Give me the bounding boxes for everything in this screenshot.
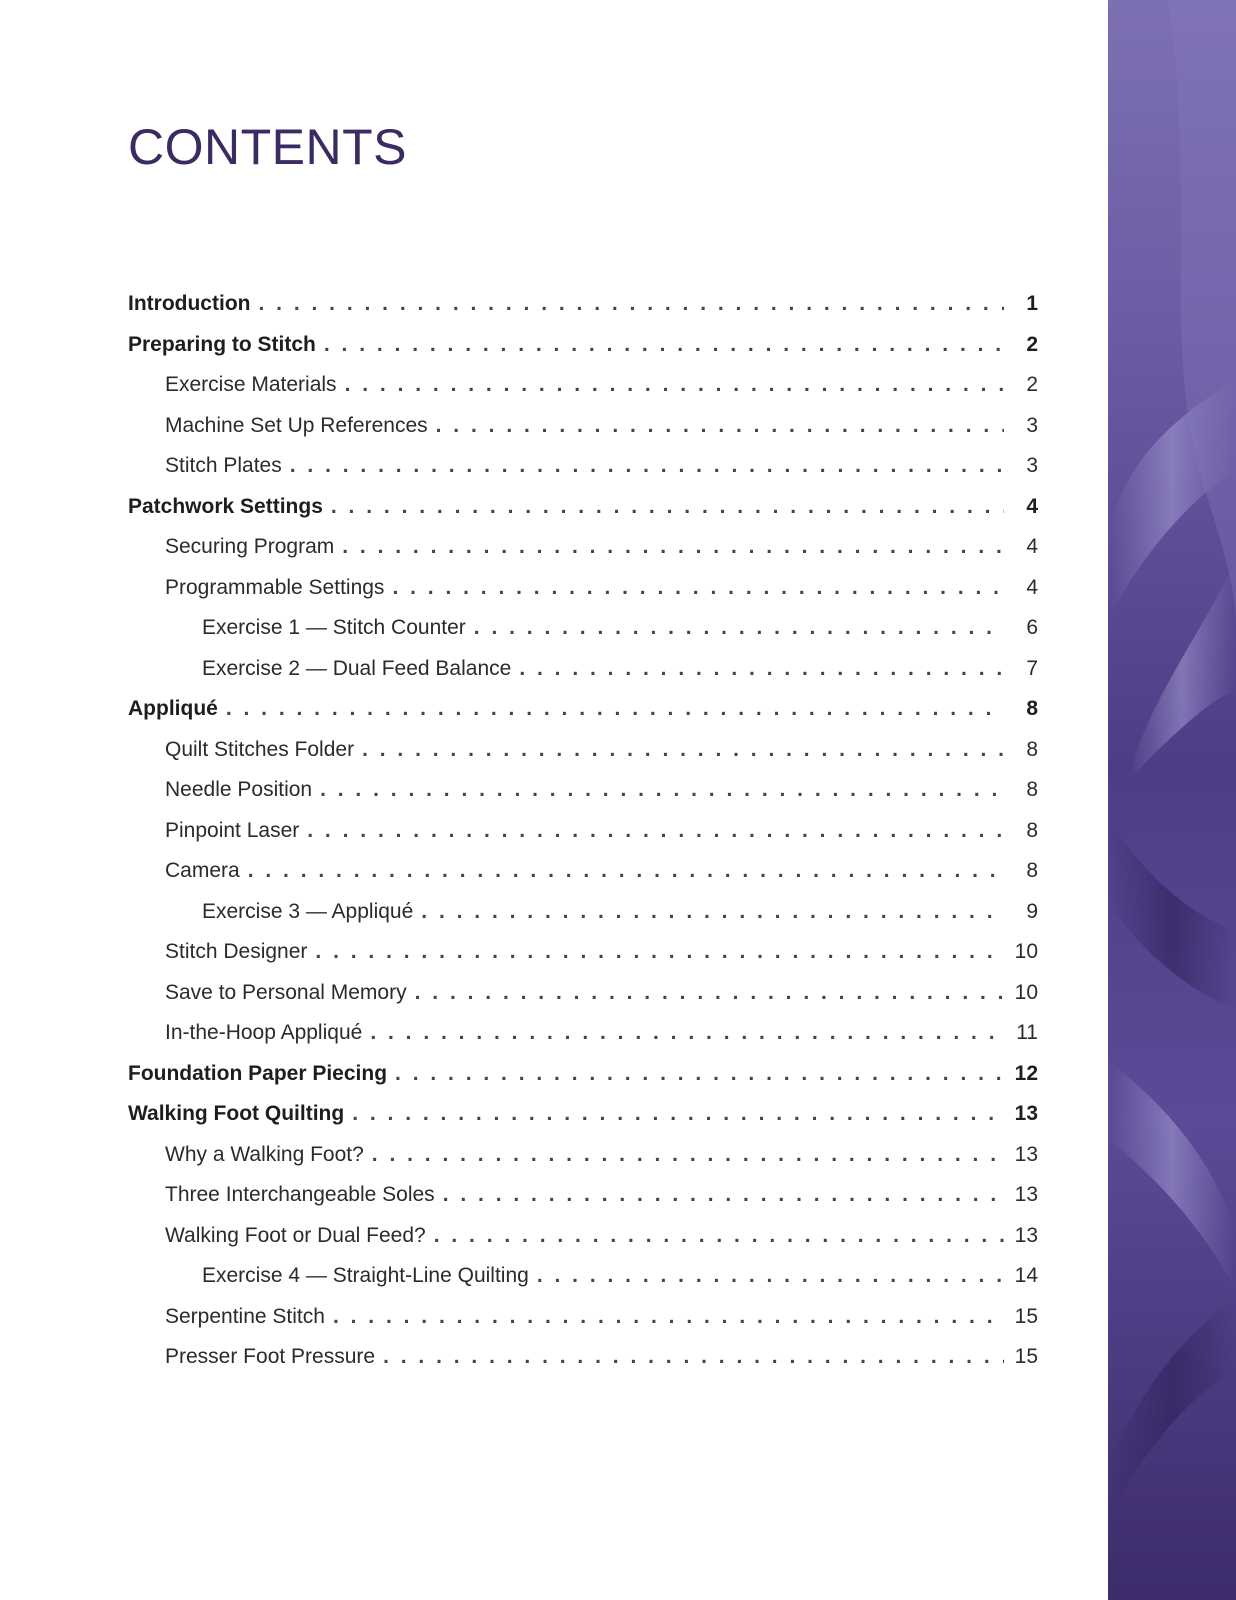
toc-entry-page-number: 13 xyxy=(1014,1183,1038,1206)
toc-entry-page-number: 4 xyxy=(1026,575,1038,599)
toc-dot-leader xyxy=(421,900,1004,924)
toc-dot-leader xyxy=(331,495,1004,519)
toc-dot-leader xyxy=(519,657,1004,681)
toc-dot-leader xyxy=(415,981,1004,1005)
toc-entry-page-number: 3 xyxy=(1026,454,1038,477)
toc-entry-label: Three Interchangeable Soles xyxy=(165,1183,435,1206)
toc-entry-page-number: 8 xyxy=(1026,737,1038,761)
toc-entry-label: Programmable Settings xyxy=(165,575,385,599)
toc-entry-page-number: 6 xyxy=(1026,616,1038,639)
toc-entry-page-number: 3 xyxy=(1026,413,1038,437)
toc-dot-leader xyxy=(226,697,1004,721)
toc-entry-page-number: 14 xyxy=(1014,1264,1038,1287)
decorative-silk-banner xyxy=(1108,0,1236,1600)
toc-entry-page-number: 13 xyxy=(1014,1142,1038,1166)
toc-entry-page-number: 9 xyxy=(1026,899,1038,923)
toc-entry xyxy=(128,1021,1038,1062)
toc-dot-leader xyxy=(315,940,1004,964)
toc-entry-page-number: 13 xyxy=(1014,1102,1038,1125)
toc-entry-page-number: 7 xyxy=(1026,656,1038,680)
toc-entry xyxy=(128,414,1038,455)
toc-entry xyxy=(128,778,1038,819)
toc-dot-leader xyxy=(392,576,1004,600)
toc-entry-page-number: 8 xyxy=(1026,818,1038,842)
toc-entry-page-number: 4 xyxy=(1026,494,1038,518)
toc-entry xyxy=(128,333,1038,374)
toc-entry-page-number: 2 xyxy=(1026,332,1038,356)
toc-dot-leader xyxy=(342,535,1004,559)
toc-entry-label: Camera xyxy=(165,859,240,882)
toc-entry-label: Appliqué xyxy=(128,697,218,720)
toc-dot-leader xyxy=(333,1305,1004,1329)
toc-entry-label: In-the-Hoop Appliqué xyxy=(165,1021,363,1044)
toc-entry xyxy=(128,616,1038,657)
toc-entry-label: Serpentine Stitch xyxy=(165,1304,325,1328)
toc-entry-label: Presser Foot Pressure xyxy=(165,1345,376,1368)
toc-dot-leader xyxy=(537,1264,1004,1288)
toc-dot-leader xyxy=(324,333,1004,357)
toc-entry xyxy=(128,535,1038,576)
silk-waves-image xyxy=(1108,0,1236,1600)
page-title: CONTENTS xyxy=(128,119,407,175)
toc-entry xyxy=(128,657,1038,698)
toc-dot-leader xyxy=(434,1224,1004,1248)
toc-dot-leader xyxy=(362,738,1004,762)
toc-entry-label: Stitch Plates xyxy=(165,454,282,477)
toc-dot-leader xyxy=(248,859,1004,883)
toc-entry xyxy=(128,859,1038,900)
toc-dot-leader xyxy=(290,454,1004,478)
toc-entry-page-number: 8 xyxy=(1026,859,1038,882)
toc-dot-leader xyxy=(307,819,1004,843)
toc-entry xyxy=(128,1183,1038,1224)
toc-entry xyxy=(128,1305,1038,1346)
toc-entry-label: Machine Set Up References xyxy=(165,413,428,437)
toc-dot-leader xyxy=(443,1183,1004,1207)
toc-dot-leader xyxy=(474,616,1004,640)
toc-entry-label: Save to Personal Memory xyxy=(165,980,407,1004)
toc-dot-leader xyxy=(436,414,1004,438)
toc-entry-page-number: 8 xyxy=(1026,778,1038,801)
toc-entry xyxy=(128,373,1038,414)
toc-entry-page-number: 10 xyxy=(1014,940,1038,963)
toc-entry-page-number: 1 xyxy=(1026,292,1038,315)
toc-dot-leader xyxy=(370,1021,1004,1045)
toc-entry xyxy=(128,495,1038,536)
toc-entry xyxy=(128,576,1038,617)
toc-dot-leader xyxy=(345,373,1004,397)
toc-entry xyxy=(128,1143,1038,1184)
toc-entry xyxy=(128,738,1038,779)
toc-entry-label: Foundation Paper Piecing xyxy=(128,1061,388,1085)
toc-entry xyxy=(128,454,1038,495)
toc-entry-label: Walking Foot Quilting xyxy=(128,1102,345,1125)
toc-entry xyxy=(128,900,1038,941)
toc-dot-leader xyxy=(320,778,1004,802)
toc-entry-label: Quilt Stitches Folder xyxy=(165,737,355,761)
toc-entry-page-number: 2 xyxy=(1026,373,1038,396)
toc-entry xyxy=(128,1062,1038,1103)
toc-entry-label: Exercise 4 — Straight-Line Quilting xyxy=(202,1264,529,1287)
toc-entry-page-number: 15 xyxy=(1014,1345,1038,1368)
toc-entry-label: Preparing to Stitch xyxy=(128,332,316,356)
toc-entry-page-number: 4 xyxy=(1026,535,1038,558)
toc-entry xyxy=(128,697,1038,738)
toc-entry-label: Pinpoint Laser xyxy=(165,818,300,842)
toc-entry-label: Patchwork Settings xyxy=(128,494,323,518)
toc-entry-page-number: 13 xyxy=(1014,1223,1038,1247)
toc-entry xyxy=(128,1264,1038,1305)
toc-entry-label: Securing Program xyxy=(165,535,335,558)
toc-dot-leader xyxy=(372,1143,1004,1167)
toc-entry-label: Stitch Designer xyxy=(165,940,308,963)
toc-entry-label: Introduction xyxy=(128,292,251,315)
toc-entry xyxy=(128,292,1038,333)
toc-entry xyxy=(128,1102,1038,1143)
toc-entry-label: Exercise 3 — Appliqué xyxy=(202,899,414,923)
toc-entry xyxy=(128,819,1038,860)
toc-entry-page-number: 8 xyxy=(1026,697,1038,720)
toc-entry-label: Why a Walking Foot? xyxy=(165,1142,364,1166)
toc-dot-leader xyxy=(352,1102,1004,1126)
toc-entry-page-number: 10 xyxy=(1014,980,1038,1004)
toc-dot-leader xyxy=(395,1062,1004,1086)
toc-dot-leader xyxy=(383,1345,1004,1369)
toc-entry-label: Exercise Materials xyxy=(165,373,337,396)
toc-entry-page-number: 12 xyxy=(1014,1061,1038,1085)
toc-entry xyxy=(128,940,1038,981)
toc-entry xyxy=(128,981,1038,1022)
toc-entry-label: Exercise 2 — Dual Feed Balance xyxy=(202,656,512,680)
toc-entry xyxy=(128,1345,1038,1386)
toc-entry-page-number: 11 xyxy=(1016,1021,1038,1044)
toc-entry-page-number: 15 xyxy=(1014,1304,1038,1328)
toc-entry xyxy=(128,1224,1038,1265)
toc-entry-label: Needle Position xyxy=(165,778,313,801)
table-of-contents xyxy=(128,292,1038,1386)
toc-dot-leader xyxy=(258,292,1004,316)
toc-entry-label: Walking Foot or Dual Feed? xyxy=(165,1223,426,1247)
toc-entry-label: Exercise 1 — Stitch Counter xyxy=(202,616,466,639)
